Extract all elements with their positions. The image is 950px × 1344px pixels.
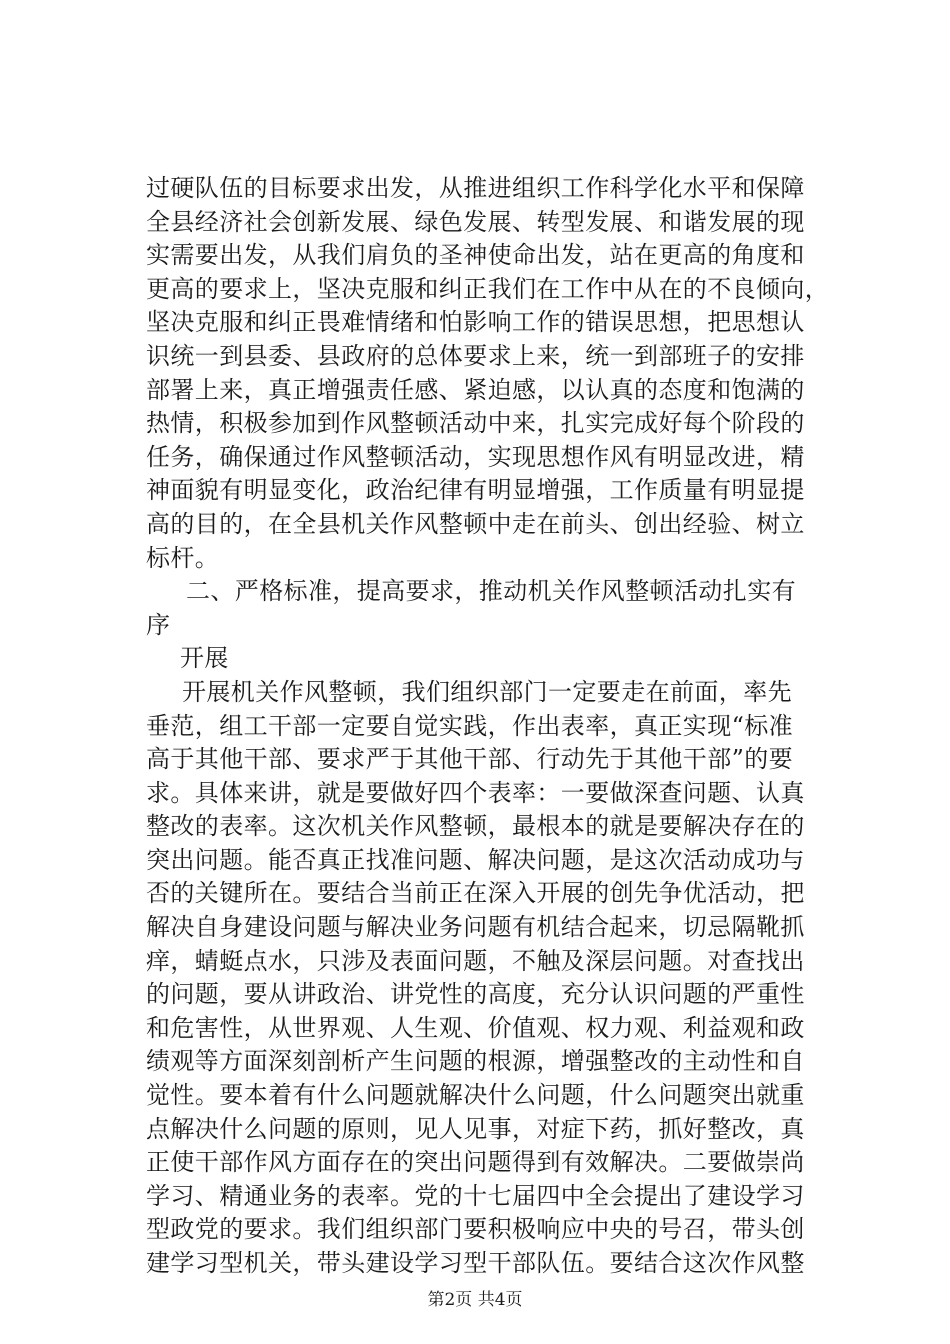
text-line: 整改的表率。这次机关作风整顿，最根本的就是要解决存在的 bbox=[146, 812, 805, 841]
text-line: 识统一到县委、县政府的总体要求上来，统一到部班子的安排 bbox=[146, 341, 805, 370]
text-line: 更高的要求上，坚决克服和纠正我们在工作中从在的不良倾向， bbox=[146, 274, 830, 303]
text-line: 实需要出发，从我们肩负的圣神使命出发，站在更高的角度和 bbox=[146, 241, 805, 270]
text-line: 绩观等方面深刻剖析产生问题的根源，增强整改的主动性和自 bbox=[146, 1047, 805, 1076]
text-line: 解决自身建设问题与解决业务问题有机结合起来，切忌隔靴抓 bbox=[146, 913, 805, 942]
text-line: 高于其他干部、要求严于其他干部、行动先于其他干部”的要 bbox=[146, 745, 794, 774]
text-line: 求。具体来讲，就是要做好四个表率：一要做深查问题、认真 bbox=[146, 778, 805, 807]
text-line: 过硬队伍的目标要求出发，从推进组织工作科学化水平和保障 bbox=[146, 174, 805, 202]
document-body bbox=[146, 172, 836, 1281]
text-line: 建学习型机关，带头建设学习型干部队伍。要结合这次作风整 bbox=[146, 1249, 805, 1277]
text-line: 学习、精通业务的表率。党的十七届四中全会提出了建设学习 bbox=[146, 1181, 805, 1210]
text-line: 否的关键所在。要结合当前正在深入开展的创先争优活动，把 bbox=[146, 879, 805, 908]
text-line: 点解决什么问题的原则，见人见事，对症下药，抓好整改，真 bbox=[146, 1114, 805, 1143]
text-line: 热情，积极参加到作风整顿活动中来，扎实完成好每个阶段的 bbox=[146, 409, 805, 438]
paragraph-first-line: 开展机关作风整顿，我们组织部门一定要走在前面，率先 bbox=[182, 677, 792, 706]
text-line: 突出问题。能否真正找准问题、解决问题，是这次活动成功与 bbox=[146, 845, 805, 874]
text-line: 型政党的要求。我们组织部门要积极响应中央的号召，带头创 bbox=[146, 1215, 805, 1244]
text-line: 觉性。要本着有什么问题就解决什么问题，什么问题突出就重 bbox=[146, 1081, 805, 1110]
text-line: 部署上来，真正增强责任感、紧迫感，以认真的态度和饱满的 bbox=[146, 375, 805, 404]
text-line: 神面貌有明显变化，政治纪律有明显增强，工作质量有明显提 bbox=[146, 476, 805, 505]
text-line: 高的目的，在全县机关作风整顿中走在前头、创出经验、树立 bbox=[146, 509, 805, 538]
text-line: 标杆。 bbox=[146, 543, 220, 572]
text-line: 全县经济社会创新发展、绿色发展、转型发展、和谐发展的现 bbox=[146, 207, 805, 236]
text-line: 和危害性，从世界观、人生观、价值观、权力观、利益观和政 bbox=[146, 1013, 805, 1042]
text-line: 正使干部作风方面存在的突出问题得到有效解决。二要做崇尚 bbox=[146, 1148, 805, 1177]
text-line: 垂范，组工干部一定要自觉实践，作出表率，真正实现“标准 bbox=[146, 711, 794, 740]
section-heading-fragment: 开展 bbox=[180, 644, 229, 673]
text-line: 的问题，要从讲政治、讲党性的高度，充分认识问题的严重性 bbox=[146, 980, 805, 1009]
section-heading: 二、严格标准，提高要求，推动机关作风整顿活动扎实有 bbox=[186, 577, 796, 606]
section-heading-continued: 序 bbox=[146, 610, 171, 639]
text-line: 坚决克服和纠正畏难情绪和怕影响工作的错误思想，把思想认 bbox=[146, 308, 805, 337]
text-line: 任务，确保通过作风整顿活动，实现思想作风有明显改进，精 bbox=[146, 442, 805, 471]
page-number-footer: 第2页 共4页 bbox=[427, 1290, 523, 1310]
text-line: 痒，蜻蜓点水，只涉及表面问题，不触及深层问题。对查找出 bbox=[146, 946, 805, 975]
